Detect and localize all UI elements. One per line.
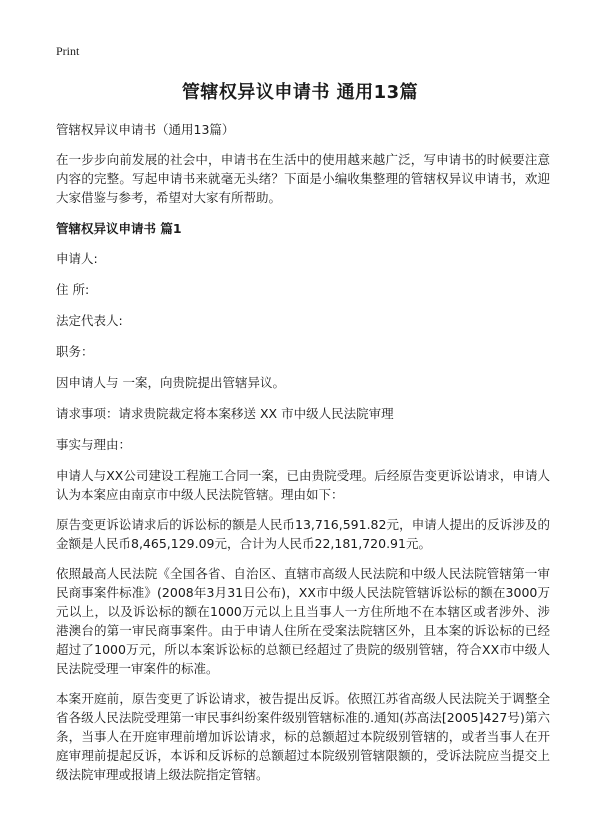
print-link[interactable]: Print (56, 44, 80, 58)
facts-paragraph: 原告变更诉讼请求后的诉讼标的额是人民币13,716,591.82元，申请人提出的反诉涉及的金额是人民币8,465,129.09元，合计为人民币22,181,720.91元。 (56, 517, 550, 551)
case-statement: 因申请人与 一案，向贵院提出管辖异议。 (56, 375, 285, 390)
document-subtitle: 管辖权异议申请书（通用13篇） (56, 122, 235, 137)
address-field: 住 所: (56, 282, 90, 297)
facts-label: 事实与理由： (56, 437, 132, 452)
section-heading: 管辖权异议申请书 篇1 (56, 221, 182, 236)
intro-paragraph: 在一步步向前发展的社会中，申请书在生活中的使用越来越广泛，写申请书的时候要注意内容的完整。写起申请书来就毫无头绪？下面是小编收集整理的管辖权异议申请书，欢迎大家借鉴与参考，希望对大家有所帮助。 (56, 152, 550, 205)
facts-paragraph: 依照最高人民法院《全国各省、自治区、直辖市高级人民法院和中级人民法院管辖第一审民商事案件标准》(2008年3月31日公布)，XX市中级人民法院管辖诉讼标的额在3000万元以上，以及诉讼标的额在1000万元以上且当事人一方住所地不在本辖区或者涉外、涉港澳台的第一审民商事案件。由于申请人住所在受案法院辖区外，且本案的诉讼标的已经超过了1000万元，所以本案诉讼标的总额已经超过了贵院的级别管辖，符合XX市中级人民法院受理一审案件的标准。 (56, 566, 550, 676)
facts-paragraph: 本案开庭前，原告变更了诉讼请求，被告提出反诉。依照江苏省高级人民法院关于调整全省各级人民法院受理第一审民事纠纷案件级别管辖标准的.通知(苏高法[2005]427号)第六条，当事人在开庭审理前增加诉讼请求，标的总额超过本院级别管辖的，或者当事人在开庭审理前提起反诉，本诉和反诉标的总额超过本院级别管辖限额的，受诉法院应当提交上级法院审理或报请上级法院指定管辖。 (56, 691, 550, 782)
position-field: 职务： (56, 344, 94, 359)
legal-representative-field: 法定代表人: (56, 313, 123, 328)
page-title: 管辖权异议申请书 通用13篇 (181, 82, 419, 103)
document-body (56, 120, 550, 795)
facts-paragraph: 申请人与XX公司建设工程施工合同一案，已由贵院受理。后经原告变更诉讼请求，申请人认为本案应由南京市中级人民法院管辖。理由如下： (56, 468, 550, 502)
request-statement: 请求事项：请求贵院裁定将本案移送 XX 市中级人民法院审理 (56, 406, 394, 421)
applicant-field: 申请人: (56, 251, 98, 266)
